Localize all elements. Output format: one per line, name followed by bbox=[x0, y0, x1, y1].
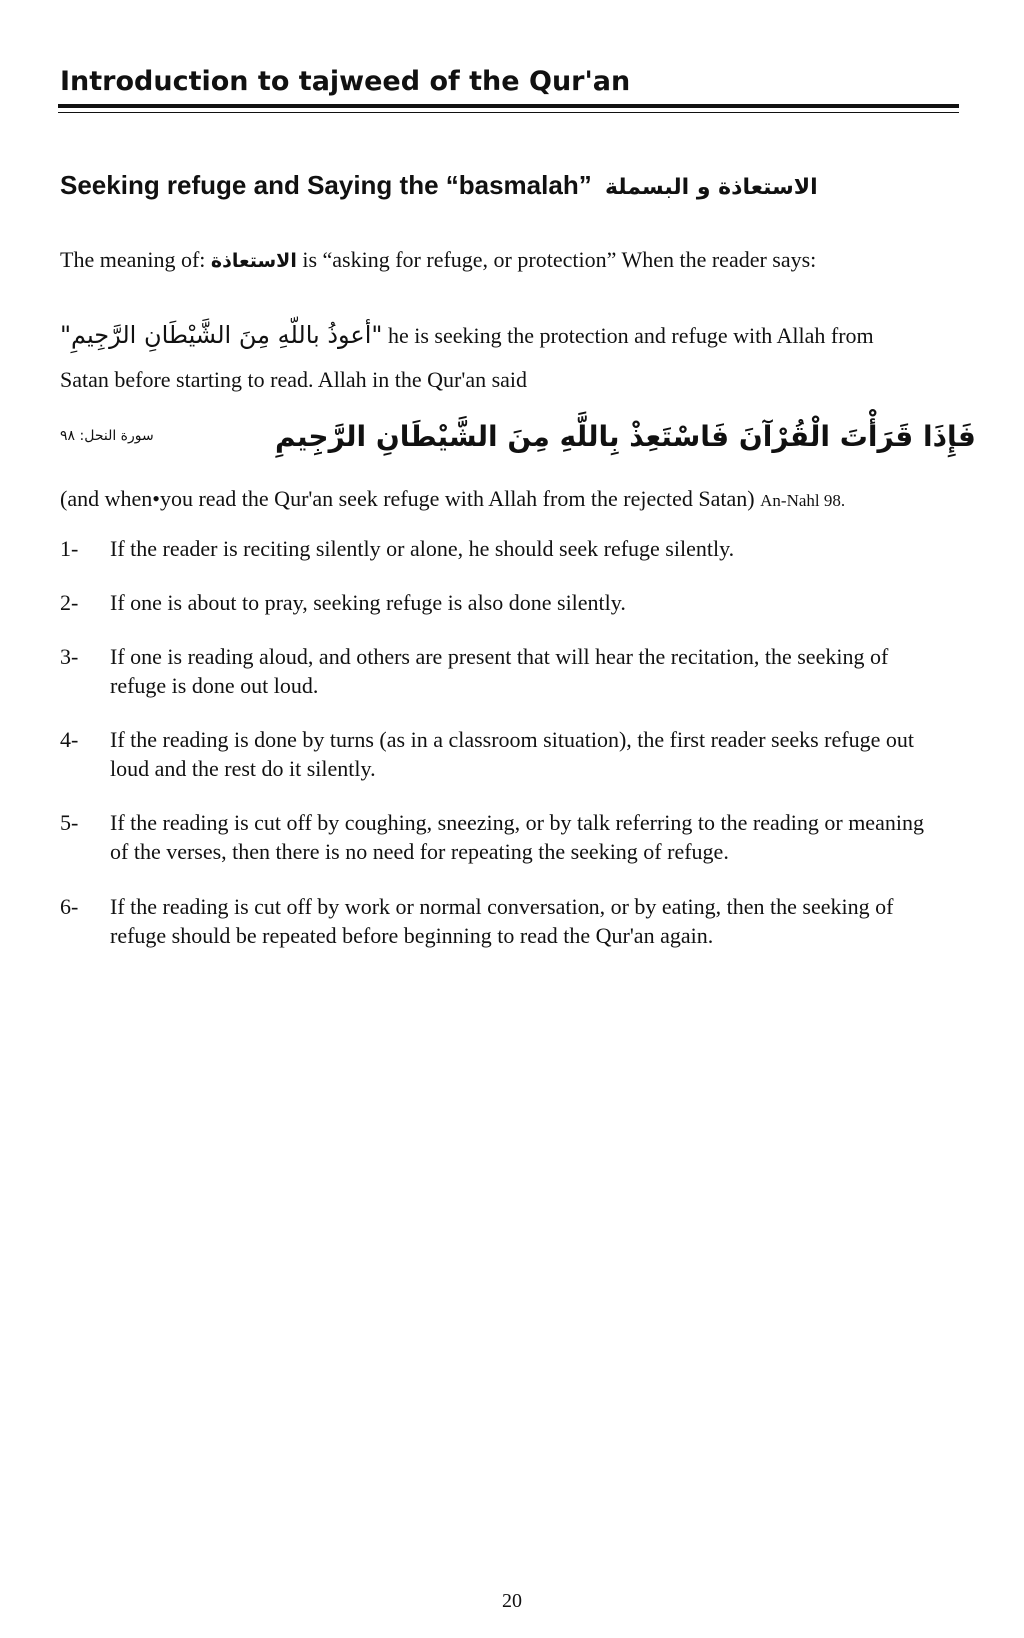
formula-line2: Satan before starting to read. Allah in the Qur'an said bbox=[60, 367, 528, 392]
list-item-text: If the reading is cut off by coughing, sneezing, or by talk referring to the reading or meaning of the verses, then there is no need for repeating the seeking of refuge. bbox=[110, 810, 924, 864]
list-item-number: 4- bbox=[60, 727, 79, 752]
list-item-number: 1- bbox=[60, 536, 79, 561]
header-rule-thick bbox=[58, 104, 959, 108]
header-rule-thin bbox=[58, 112, 959, 113]
verse-translation bbox=[60, 484, 950, 516]
list-item-text: If the reader is reciting silently or alone, he should seek refuge silently. bbox=[110, 536, 735, 561]
list-item-text: If one is reading aloud, and others are present that will hear the recitation, the seeking of refuge is done out loud. bbox=[110, 644, 889, 698]
section-heading bbox=[60, 170, 818, 201]
list-item-number: 2- bbox=[60, 590, 79, 615]
formula-line bbox=[60, 320, 950, 351]
list-item-text: If one is about to pray, seeking refuge is also done silently. bbox=[110, 590, 626, 615]
verse-translation-text: (and when•you read the Qur'an seek refuge with Allah from the rejected Satan) bbox=[60, 486, 755, 511]
formula-line1: he is seeking the protection and refuge with Allah from bbox=[387, 323, 874, 348]
meaning-suffix: is “asking for refuge, or protection” When the reader says: bbox=[302, 247, 817, 272]
section-heading-english: Seeking refuge and Saying the “basmalah” bbox=[60, 170, 592, 200]
list-item-text: If the reading is done by turns (as in a classroom situation), the first reader seeks refuge out loud and the rest do it silently. bbox=[110, 727, 914, 781]
meaning-paragraph bbox=[60, 245, 950, 276]
verse-translation-reference: An-Nahl 98. bbox=[760, 491, 846, 510]
meaning-term-arabic: الاستعاذة bbox=[210, 250, 297, 272]
running-title: Introduction to tajweed of the Qur'an bbox=[60, 66, 631, 97]
list-item-number: 5- bbox=[60, 810, 79, 835]
section-heading-arabic: الاستعاذة و البسملة bbox=[604, 175, 818, 200]
list-item-number: 6- bbox=[60, 894, 79, 919]
verse-line bbox=[60, 420, 976, 470]
verse-arabic: فَإِذَا قَرَأْتَ الْقُرْآنَ فَاسْتَعِذْ بِاللَّهِ مِنَ الشَّيْطَانِ الرَّجِيمِ bbox=[275, 420, 976, 453]
meaning-prefix: The meaning of: bbox=[60, 247, 206, 272]
verse-reference-arabic: سورة النحل: ٩٨ bbox=[60, 428, 154, 444]
formula-arabic: "أعوذُ باللّهِ مِنَ الشَّيْطَانِ الرَّجِيمِ" bbox=[60, 321, 383, 349]
list-item-text: If the reading is cut off by work or normal conversation, or by eating, then the seeking of refuge should be repeated before beginning to read the Qur'an again. bbox=[110, 894, 894, 948]
page-number: 20 bbox=[502, 1590, 522, 1612]
list-item-number: 3- bbox=[60, 644, 79, 669]
